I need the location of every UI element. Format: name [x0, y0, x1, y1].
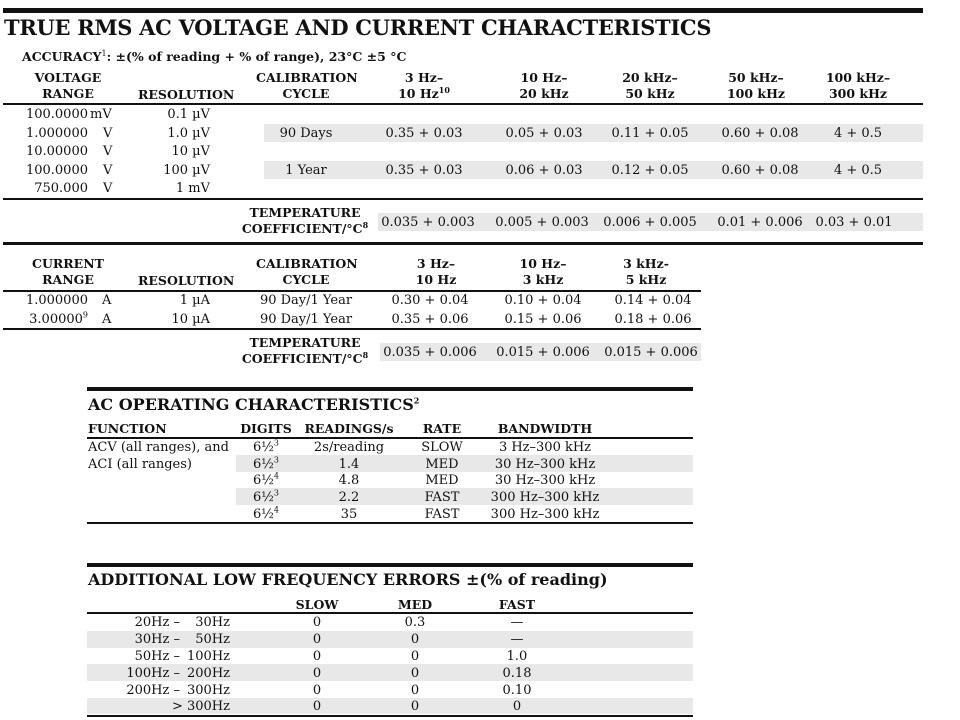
ac-digits: 6½$^3$ — [253, 438, 279, 455]
voltage-range-value: 1.000000 — [25, 126, 88, 141]
fast-error: 1.0 — [506, 649, 528, 664]
fast-error: 0.10 — [502, 683, 532, 698]
med-error: 0 — [410, 649, 420, 664]
freq-to: 200Hz — [187, 666, 230, 681]
accuracy-cell: 0.12 + 0.05 — [611, 163, 689, 178]
current-freq-header-1: 3 Hz– 10 Hz — [415, 256, 457, 288]
low-freq-header-rule — [87, 612, 693, 614]
ac-function-header: FUNCTION — [88, 421, 167, 436]
voltage-range-header: VOLTAGE RANGE — [34, 70, 102, 102]
accuracy-cell: 0.35 + 0.06 — [391, 312, 469, 327]
accuracy-cell: 4 + 0.5 — [833, 163, 883, 178]
slow-error: 0 — [312, 699, 322, 714]
freq-from: 30Hz – — [134, 632, 180, 647]
current-header-rule — [3, 290, 701, 292]
slow-error: 0 — [312, 649, 322, 664]
ac-bandwidth: 300 Hz–300 kHz — [490, 507, 600, 522]
freq-from: 20Hz – — [134, 615, 180, 630]
current-resolution: 1 µA — [179, 293, 210, 308]
accuracy-cell: 0.35 + 0.03 — [385, 163, 463, 178]
slow-error: 0 — [312, 615, 322, 630]
med-error: 0 — [410, 683, 420, 698]
ac-readings: 4.8 — [338, 473, 360, 488]
accuracy-cell: 0.06 + 0.03 — [505, 163, 583, 178]
current-freq-header-2: 10 Hz– 3 kHz — [519, 256, 567, 288]
ac-rate: MED — [425, 473, 459, 488]
med-error: 0 — [410, 699, 420, 714]
fast-error: — — [510, 615, 524, 630]
ac-bandwidth-header: BANDWIDTH — [497, 421, 593, 436]
current-range-value: 1.000000 — [25, 293, 88, 308]
current-range-value: 3.00000$^9$ — [29, 310, 88, 327]
voltage-range-unit: V — [103, 163, 113, 178]
med-error: 0.3 — [404, 615, 426, 630]
ac-function-line: ACV (all ranges), and — [88, 440, 229, 455]
cycle-label: 90 Days — [279, 126, 333, 141]
freq-to: > 300Hz — [171, 699, 230, 714]
ac-bandwidth: 30 Hz–300 kHz — [494, 473, 596, 488]
low-freq-top-rule — [87, 563, 693, 567]
voltage-resolution: 10 µV — [171, 144, 210, 159]
low-freq-med-header: MED — [397, 597, 433, 612]
accuracy-cell: 0.11 + 0.05 — [611, 126, 689, 141]
voltage-resolution: 100 µV — [163, 163, 210, 178]
accuracy-cell: 0.60 + 0.08 — [721, 126, 799, 141]
accuracy-cell: 4 + 0.5 — [833, 126, 883, 141]
current-range-header: CURRENT RANGE — [32, 256, 104, 288]
current-tempco-label: TEMPERATURE COEFFICIENT/$^\circ C^8$ — [241, 335, 369, 367]
voltage-range-value: 750.000 — [34, 181, 88, 196]
title-top-rule — [3, 8, 923, 13]
current-table-bottom-rule — [3, 328, 701, 330]
current-resolution-header: RESOLUTION — [138, 273, 235, 288]
tempco-cell: 0.01 + 0.006 — [717, 215, 803, 230]
ac-digits: 6½$^3$ — [253, 488, 279, 505]
ac-rate: MED — [425, 457, 459, 472]
ac-bandwidth: 30 Hz–300 kHz — [494, 457, 596, 472]
accuracy-cell: 0.14 + 0.04 — [614, 293, 692, 308]
low-freq-title: ADDITIONAL LOW FREQUENCY ERRORS ±(% of reading) — [88, 570, 608, 589]
ac-rate: FAST — [424, 490, 460, 505]
tempco-cell: 0.03 + 0.01 — [815, 215, 893, 230]
med-error: 0 — [410, 632, 420, 647]
ac-readings: 35 — [340, 507, 358, 522]
freq-from: 50Hz – — [134, 649, 180, 664]
freq-to: 50Hz — [195, 632, 230, 647]
tempco-cell: 0.006 + 0.005 — [603, 215, 697, 230]
page-title: TRUE RMS AC VOLTAGE AND CURRENT CHARACTERISTICS — [4, 15, 712, 40]
voltage-freq-header-5: 100 kHz– 300 kHz — [825, 70, 891, 102]
ac-bandwidth: 300 Hz–300 kHz — [490, 490, 600, 505]
voltage-freq-header-2: 10 Hz– 20 kHz — [519, 70, 569, 102]
ac-rate-header: RATE — [422, 421, 462, 436]
voltage-freq-header-1: 3 Hz– 10 Hz$^{10}$ — [398, 70, 450, 102]
tempco-cell: 0.015 + 0.006 — [604, 345, 698, 360]
accuracy-cell: 0.10 + 0.04 — [504, 293, 582, 308]
voltage-range-value: 100.0000 — [25, 163, 88, 178]
tempco-cell: 0.005 + 0.003 — [495, 215, 589, 230]
ac-digits: 6½$^4$ — [253, 471, 279, 488]
ac-digits: 6½$^3$ — [253, 455, 279, 472]
ac-readings: 2s/reading — [313, 440, 385, 455]
voltage-resolution-header: RESOLUTION — [138, 87, 235, 102]
ac-rate: SLOW — [421, 440, 463, 455]
ac-operating-header-rule — [87, 437, 693, 439]
cycle-label: 90 Day/1 Year — [259, 293, 353, 308]
voltage-range-unit: V — [103, 144, 113, 159]
low-freq-fast-header: FAST — [498, 597, 536, 612]
tempco-cell: 0.035 + 0.006 — [383, 345, 477, 360]
low-freq-slow-header: SLOW — [295, 597, 339, 612]
freq-from: 100Hz – — [126, 666, 180, 681]
accuracy-cell: 0.30 + 0.04 — [391, 293, 469, 308]
fast-error: 0.18 — [502, 666, 532, 681]
voltage-table-bottom-rule — [3, 198, 923, 200]
fast-error: 0 — [512, 699, 522, 714]
current-cycle-header: CALIBRATION CYCLE — [256, 256, 358, 288]
low-freq-bottom-rule — [87, 715, 693, 717]
ac-digits: 6½$^4$ — [253, 505, 279, 522]
slow-error: 0 — [312, 683, 322, 698]
ac-readings: 1.4 — [338, 457, 360, 472]
freq-to: 100Hz — [187, 649, 230, 664]
voltage-freq-header-3: 20 kHz– 50 kHz — [622, 70, 678, 102]
accuracy-cell: 0.35 + 0.03 — [385, 126, 463, 141]
voltage-resolution: 1 mV — [175, 181, 210, 196]
voltage-cycle-header: CALIBRATION CYCLE — [256, 70, 358, 102]
current-resolution: 10 µA — [171, 312, 210, 327]
slow-error: 0 — [312, 666, 322, 681]
med-error: 0 — [410, 666, 420, 681]
voltage-header-rule — [3, 103, 923, 105]
fast-error: — — [510, 632, 524, 647]
slow-error: 0 — [312, 632, 322, 647]
accuracy-cell: 0.15 + 0.06 — [504, 312, 582, 327]
ac-readings: 2.2 — [338, 490, 360, 505]
freq-to: 30Hz — [195, 615, 230, 630]
voltage-range-unit: V — [103, 126, 113, 141]
voltage-range-unit: V — [103, 181, 113, 196]
accuracy-cell: 0.60 + 0.08 — [721, 163, 799, 178]
voltage-resolution: 0.1 µV — [167, 107, 210, 122]
ac-operating-top-rule — [87, 387, 693, 391]
current-range-unit: A — [102, 293, 112, 308]
accuracy-note: $ACCURACY^1$: ±(% of reading + % of range), 23°C ±5 °C — [22, 48, 407, 64]
tempco-cell: 0.035 + 0.003 — [381, 215, 475, 230]
ac-operating-title: AC OPERATING CHARACTERISTICS$^2$ — [88, 395, 420, 414]
ac-function-line: ACI (all ranges) — [88, 457, 192, 472]
ac-digits-header: DIGITS — [240, 421, 292, 436]
voltage-range-value: 10.00000 — [25, 144, 88, 159]
current-freq-header-3: 3 kHz- 5 kHz — [623, 256, 669, 288]
voltage-range-unit: mV — [90, 107, 112, 122]
accuracy-cell: 0.18 + 0.06 — [614, 312, 692, 327]
ac-operating-bottom-rule — [87, 522, 693, 524]
freq-from: 200Hz – — [126, 683, 180, 698]
ac-readings-header: READINGS/s — [304, 421, 394, 436]
cycle-label: 1 Year — [285, 163, 327, 178]
freq-to: 300Hz — [187, 683, 230, 698]
voltage-tempco-label: TEMPERATURE COEFFICIENT/$^\circ C^8$ — [241, 205, 369, 237]
ac-rate: FAST — [424, 507, 460, 522]
cycle-label: 90 Day/1 Year — [259, 312, 353, 327]
ac-bandwidth: 3 Hz–300 kHz — [498, 440, 592, 455]
accuracy-cell: 0.05 + 0.03 — [505, 126, 583, 141]
tempco-cell: 0.015 + 0.006 — [496, 345, 590, 360]
current-range-unit: A — [102, 312, 112, 327]
voltage-resolution: 1.0 µV — [167, 126, 210, 141]
voltage-freq-header-4: 50 kHz– 100 kHz — [726, 70, 785, 102]
voltage-tempco-bottom-rule — [3, 242, 923, 245]
voltage-range-value: 100.0000 — [25, 107, 88, 122]
